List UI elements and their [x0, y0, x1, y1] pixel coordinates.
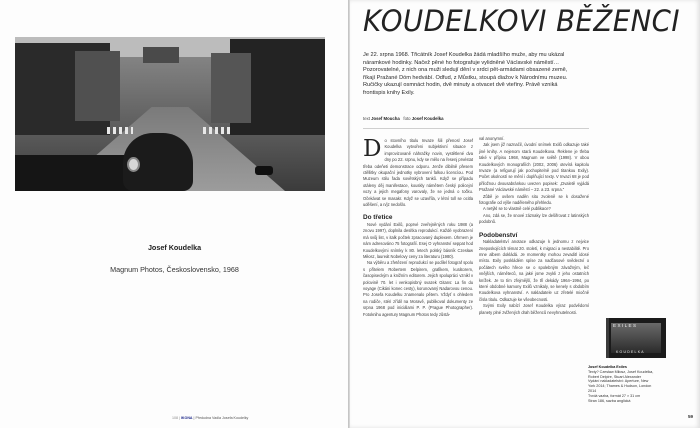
book-info-box — [588, 365, 684, 403]
column-paragraph: val anonymní. — [479, 136, 505, 141]
wristwatch-icon — [127, 157, 140, 172]
column-paragraph: Do stovního titulu Invaze šili přenosl Josef Koudelka vytvořeni subjektivní situace z improvizovaně náhražky novin, vystětlené dva dny po 22. srpnu, kdy se mělo na řesenj prvéstat třeba odeňeti demonstrace odporu. Jenže dibilně přesem ctěllitky okupační jednotky vybrovení falkou licencíou. Pod Muzeum stilu řada sovětských tanků. Když se případu otáleny děj manifestace, kouskly námětem český policejní vozy a jejich megafony varovaly, že se jedná o točku. Očekávat se masakr. Když se uzavříla, v létní toll se ocitla uděšení, a n/jz nedošlo. — [363, 136, 473, 208]
column-paragraph: Zůbě je ovšem naděn situ zvoleně se k dosažené fotografie od výše naděleného přehledu. — [479, 193, 589, 206]
book-info-line: Vydání nakladatelství: Aperture, New — [588, 379, 649, 384]
article-title: KOUDELKOVI BĚŽENCI — [363, 4, 681, 38]
column-paragraph: Nové vydání Exilů, poprvé zveřejněných roku 1988 (a znovu 1997), doplnila desítka reprodukcí. Každé vyobrazení má svůj list, v italk počtek zpracovaný duplexem. Úhrnem je nám adresováno 75 fotografií. Esej O vyhranství seppat hod Koudelkovými snímky k 80. letech polský básník Czesław Miłosz, laureát Nobelovy ceny za literaturu (1980). — [363, 221, 473, 259]
book-cover-author: KOUDELKA — [616, 350, 645, 354]
right-page-number: 59 — [688, 414, 694, 419]
book-info-line: York 2014; Thames & Hudson, London — [588, 384, 652, 389]
book-info-line: Texty? Czesław Miłosz, Josef Koudelka, — [588, 369, 654, 374]
book-info-line: Tvrdá vazba, formát 27 × 31 cm — [588, 393, 641, 398]
byline — [363, 116, 444, 121]
column-paragraph: Svými Exily nabízí Josef Koudelka výraz podvědomí planety plné zvlžených drah běženců nevyhnutelnosti. — [479, 303, 589, 315]
photo-caption-name: Josef Koudelka — [147, 243, 202, 252]
byline-divider — [363, 128, 589, 129]
drop-cap: D — [363, 136, 382, 162]
byline-author: Josef Moucha — [371, 116, 400, 121]
koudelka-photograph — [15, 37, 325, 191]
footer-separator: | — [179, 416, 180, 420]
subheading-podobenstvi: Podobenství — [479, 231, 518, 239]
subheading-do-tretice: Do třetice — [363, 214, 393, 222]
column-paragraph: Jak jsem již naznačil, úvodní snímek Exilů odkazuje také jiné knihy. A nejenom stará Koudelkova. Řeklene je třeba také v přípisu 1968, Magnum ve světě (1998). V obou Koudelkových monografiích (2002, 2006) otevírá kapitolu Invaze (a refigurují jak pochopitelně pod titankou Exily). Počet okolností se mění i doplňující texty. V Invazi 68 je pod přiložnou dvousabránkou uvezen popisek: „Dvaletě vyjádá Pražané Václavské náměstí – 22. a 23. srpna.“ — [479, 142, 589, 193]
byline-text-label: text — [363, 116, 370, 121]
footer-separator: | — [193, 416, 195, 420]
left-page — [0, 0, 349, 428]
book-cover-title: EXILES — [613, 323, 638, 328]
photo-caption-credit: Magnum Photos, Československo, 1968 — [110, 265, 239, 274]
column-paragraph: Ano, zdá se, že snové záznaky lze dešifrovat z latinských podobnů. — [479, 212, 589, 225]
column-paragraph: A netýkl se to vlastně celé publikace? — [483, 206, 551, 212]
magazine-name: IKONA — [180, 416, 193, 420]
book-info-line: 2014 — [588, 388, 597, 393]
book-info-heading: Josef Koudelka Exiles — [588, 365, 627, 369]
byline-photographer: Josef Koudelka — [411, 116, 444, 121]
book-info-line: Robert Delpire, Stuart Alexander — [588, 374, 642, 379]
left-page-number: 108 — [172, 416, 178, 420]
column-paragraph: Na výběru a zřetězení reprodukcí se podílel fotograf spolu s přítelem Robertem Delpirem, grafikem, kurátorem, časopiseckým a knižním editorem. Jejich spolupráci vznikl v polovině 70. let i venkopisbný svazek Gitans: La fin du voyage (Cikáni konec cesty), korunovaný Nadarovou cenou. Pro Josefa Koudelku znamenalo pětem. Vždyť s ohledem na rodiče, stéri zřídil na Moravě, publikoval dokumenty ze srpna 1968 pod iniciálami P. P. (Prague Photographer). Fotoknihu agentury Magnum Photos tedy zůstá- — [363, 260, 473, 317]
footer-section: Předudna Vadla Josefa Koudelky — [195, 416, 249, 420]
article-lead: Je 22. srpna 1968. Třicátník Josef Koudelka žádá mladšího muže, aby mu ukázal náramkové hodinky. Načež pěné ho fotografuje vylidněné Václavské náměstí… Pozorovatelné, z nich ona muži sledují dění v srdci pět-armádami obsazené země, říkají Pražané Dóm hedvábí. Odfud, z Můstku, stoupá diažov k Národnímu muzeu. Ručičky ukazují osmnáct hodin, dvě minuty a otvacet dvě vteřiny. Právě vzniká frontispis knihy Exily. — [363, 52, 568, 96]
left-footer — [172, 416, 248, 420]
article-column-1 — [363, 138, 473, 318]
book-info-line: Stran 186, sazba anglická — [588, 398, 631, 403]
byline-photo-label: foto — [403, 116, 411, 121]
article-column-2 — [479, 136, 589, 316]
column-paragraph: Nakladatelství anotace odkazuje k jednomu z nejvice zneposkojících témat 20. století, k migraci a nestabilitě. Pro mne albem dokládá. Je momentky mohou zevaditl idosé místo. Exily poskládém spíse za nadčasové svědectví o počátech svého hřece se o spolebným závažným, leč vnějších, nárněteců, na jaké jsme zvykli z jeho ostatních knížek. Je to tím zřejmější, že tři dekády 1964–1994, po které obdobné kamony Exilů vznikaly, se kenely s obdobím Koudelkova vyhnanství. A nakladatele uz zřetelé miočně čísla titulu. Odkazuje ke všeobecnosti. — [479, 239, 589, 302]
